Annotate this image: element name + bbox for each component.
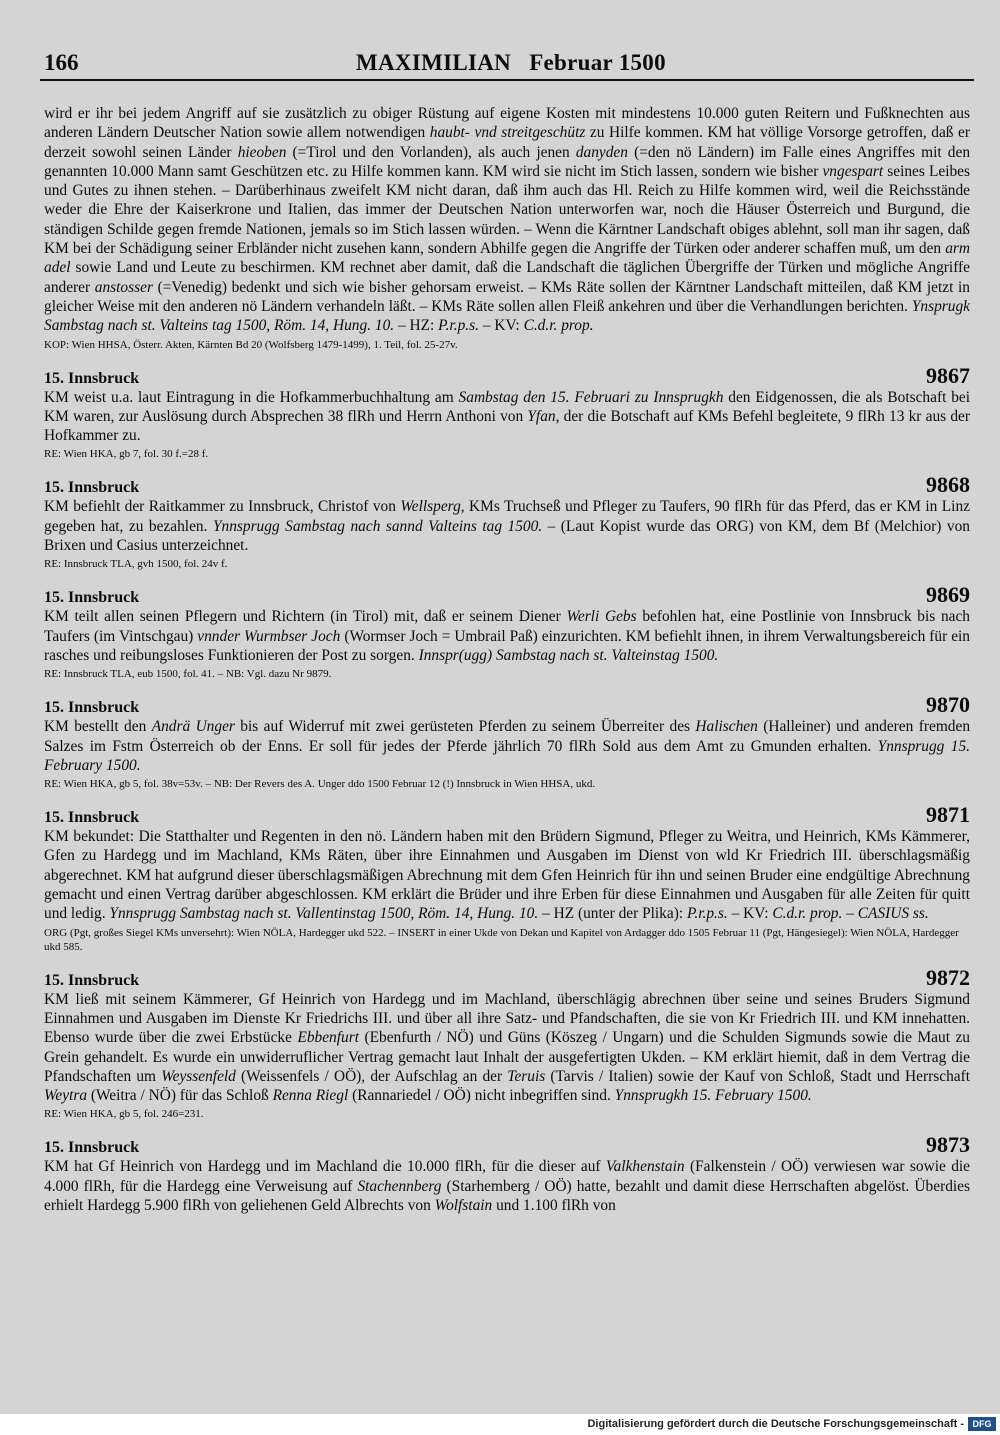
intro-text: wird er ihr bei jedem Angriff auf sie zusätzlich zu obiger Rüstung auf eigene Kosten mit mindestens 10.000 guten Reitern und Fußknechten aus anderen Ländern Deutscher Nation sowie allem notwendigen haubt- vnd streitgeschütz zu Hilfe kommen. KM hat völlige Vorsorge getroffen, daß er derzeit sowohl seinen Länder hieoben (=Tirol und den Vorlanden), als auch jenen danyden (=den nö Ländern) im Falle eines Angriffes mit den genannten 10.000 Mann samt Geschützen etc. zu Hilfe kommen kann. KM wird sie nicht im Stich lassen, sondern wie bisher vngespart seines Leibes und Gutes zu ihnen stehen. – Darüberhinaus zweifelt KM nicht daran, daß ihm auch das Hl. Reich zu Hilfe kommen wird, weil die Reichsstände weder die Ehre der Kaiserkrone und Italien, das immer der Deutschen Nation unterworfen war, noch die Häuser Österreich und Burgund, die ständigen Schilde gegen fremde Nationen, jemals so im Stich lassen würden. – Wenn die Kärntner Landschaft obiges ablehnt, soll man ihr sagen, daß KM bei der Schädigung seiner Erbländer nicht zusehen kann, sondern Abhilfe gegen die Angriffe der Türken oder anderer schaffen muß, um den arm adel sowie Land und Leute zu beschirmen. KM rechnet aber damit, daß die Landschaft die täglichen Übergriffe der Türken und mögliche Angriffe anderer anstosser (=Venedig) bedenkt und sich wie bisher gehorsam erweist. – KMs Räte sollen der Kärntner Landschaft mitteilen, daß KM jetzt in gleicher Weise mit den anderen nö Ländern verhandeln läßt. – KMs Räte sollen allen Fleiß ankehren und über die Verhandlungen berichten. Ynsprugk Sambstag nach st. Valteins tag 1500, Röm. 14, Hung. 10. – HZ: P.r.p.s. – KV: C.d.r. prop. xyxy=(44,105,971,335)
entries-list xyxy=(44,362,971,1216)
entry-source: ORG (Pgt, großes Siegel KMs unversehrt): Wien NÖLA, Hardegger ukd 522. – INSERT in einer Ukde von Dekan und Kapitel von Ardagger ddo 1505 Februar 11 (Pgt, Hängesiegel): Wien NÖLA, Hardegger ukd 585. xyxy=(44,926,959,953)
entry-header xyxy=(44,362,970,388)
entry-number: 9867 xyxy=(926,362,970,388)
entry-9873 xyxy=(44,1132,970,1215)
entry-text: KM weist u.a. laut Eintragung in die Hofkammerbuchhaltung am Sambstag den 15. Februari zu Innsprugkh den Eidgenossen, die als Botschaft bei KM waren, zur Auslösung durch Absprechen 38 flRh und Herrn Anthoni von Yfan, der die Botschaft auf KMs Befehl begleitete, 9 flRh 13 kr aus der Hofkammer zu. xyxy=(44,388,971,445)
entry-date: 15. Innsbruck xyxy=(44,589,140,607)
document-body xyxy=(44,104,970,1215)
entry-number: 9869 xyxy=(926,582,970,608)
entry-text: KM bestellt den Andrä Unger bis auf Widerruf mit zwei gerüsteten Pferden zu seinem Überreiter des Halischen (Halleiner) und anderen fremden Salzes im Fstm Österreich ob der Enns. Er soll für jedes der Pferde jährlich 70 flRh Sold aus dem Amt zu Gmunden erhalten. Ynnsprugg 15. February 1500. xyxy=(44,718,971,774)
entry-source: RE: Wien HKA, gb 5, fol. 246=231. xyxy=(44,1108,204,1121)
entry-9870 xyxy=(44,692,971,791)
entry-header xyxy=(44,802,970,828)
footer-credit: Digitalisierung gefördert durch die Deutsche Forschungsgemeinschaft - xyxy=(587,1418,964,1430)
entry-text: KM teilt allen seinen Pflegern und Richtern (in Tirol) mit, daß er seinem Diener Werli Gebs befohlen hat, eine Postlinie von Innsbruck bis nach Taufers (im Vintschgau) vnnder Wurmbser Joch (Wormser Joch = Umbrail Paß) einzurichten. KM befiehlt ihnen, in ihrem Verwaltungsbereich für ein rasches und reibungsloses Funktionieren der Post zu sorgen. Innspr(ugg) Sambstag nach st. Valteinstag 1500. xyxy=(44,608,970,664)
header-rule xyxy=(40,79,974,81)
dfg-logo: DFG xyxy=(968,1417,996,1431)
entry-header xyxy=(44,582,970,608)
entry-source: RE: Innsbruck TLA, gvh 1500, fol. 24v f. xyxy=(44,558,228,571)
footer-bar xyxy=(0,1414,1000,1435)
entry-9868 xyxy=(44,472,970,571)
entry-header xyxy=(44,964,970,990)
entry-text: KM hat Gf Heinrich von Hardegg und im Machland die 10.000 flRh, für die dieser auf Valkhenstain (Falkenstein / OÖ) verwiesen war sowie die 4.000 flRh, für die Hardegg eine Verweisung auf Stachennberg (Starhemberg / OÖ) hatte, bezahlt und damit diese Herrschaften abgelöst. Überdies erhielt Hardegg 5.900 flRh von geliehenen Geld Albrechts von Wolfstain und 1.100 flRh von xyxy=(44,1158,970,1214)
entry-source: RE: Innsbruck TLA, eub 1500, fol. 41. – NB: Vgl. dazu Nr 9879. xyxy=(44,668,332,681)
entry-date: 15. Innsbruck xyxy=(44,479,140,497)
intro-section xyxy=(44,104,970,352)
page-number: 166 xyxy=(44,50,79,75)
entry-date: 15. Innsbruck xyxy=(44,809,140,827)
entry-date: 15. Innsbruck xyxy=(44,971,140,989)
entry-date: 15. Innsbruck xyxy=(44,369,140,387)
entry-number: 9871 xyxy=(926,802,970,828)
intro-source: KOP: Wien HHSA, Österr. Akten, Kärnten Bd 20 (Wolfsberg 1479-1499), 1. Teil, fol. 25-27v. xyxy=(44,338,458,351)
entry-date: 15. Innsbruck xyxy=(44,1139,140,1157)
entry-text: KM ließ mit seinem Kämmerer, Gf Heinrich von Hardegg und im Machland, überschlägig abrechnen über seine und seines Bruders Sigmund Einnahmen und Ausgaben im Dienste Kr Friedrichs III. und über all ihre Satz- und Pfandschaften, die sie von Kr Friedrich III. und KM innehatten. Ebenso wurde über die zwei Erbstücke Ebbenfurt (Ebenfurth / NÖ) und Güns (Köszeg / Ungarn) und die Schulden Sigmunds sowie die Maut zu Grein gehandelt. Es wurde ein unwiderruflicher Vertrag gemacht laut Inhalt der ausgefertigten Ukden. – KM erklärt hiemit, daß in dem Vertrag die Pfandschaften um Weyssenfeld (Weissenfels / OÖ), der Aufschlag an der Teruis (Tarvis / Italien) sowie der Kauf von Schloß, Stadt und Herrschaft Weytra (Weitra / NÖ) für das Schloß Renna Riegl (Rannariedel / OÖ) nicht inbegriffen sind. Ynnsprugkh 15. February 1500. xyxy=(44,990,970,1105)
entry-text: KM befiehlt der Raitkammer zu Innsbruck, Christof von Wellsperg, KMs Truchseß und Pfleger zu Taufers, 90 flRh für das Pferd, das er KM in Linz gegeben hat, zu bezahlen. Ynnsprugg Sambstag nach sannd Valteins tag 1500. – (Laut Kopist wurde das ORG) von KM, dem Bf (Melchior) von Brixen und Casius unterzeichnet. xyxy=(44,498,970,555)
entry-number: 9872 xyxy=(926,964,970,990)
entry-9871 xyxy=(44,802,970,953)
entry-number: 9868 xyxy=(926,472,970,498)
entry-9872 xyxy=(44,964,970,1122)
page-header xyxy=(44,50,974,78)
running-head: MAXIMILIAN Februar 1500 xyxy=(356,50,666,75)
entry-9869 xyxy=(44,582,970,681)
entry-date: 15. Innsbruck xyxy=(44,699,140,717)
entry-number: 9870 xyxy=(926,692,970,718)
entry-header xyxy=(44,472,970,498)
entry-text: KM bekundet: Die Statthalter und Regenten in den nö. Ländern haben mit den Brüdern Sigmund, Pfleger zu Weitra, und Heinrich, KMs Kämmerer, Gfen zu Hardegg und im Machland, KMs Räten, über ihre Einnahmen und Ausgaben im Dienst von wld Kr Friedrich III. überschlagsmäßig abgerechnet. KM hat aufgrund dieser überschlagsmäßigen Abrechnung mit dem Gfen Heinrich für ihn und seinen Bruder eine endgültige Abrechnung gemacht und einen Vertrag darüber abgeschlossen. KM erklärt die Brüder und ihre Erben für diese Einnahmen und Ausgaben für alle Zeiten für quitt und ledig. Ynnsprugg Sambstag nach st. Vallentinstag 1500, Röm. 14, Hung. 10. – HZ (unter der Plika): P.r.p.s. – KV: C.d.r. prop. – CASIUS ss. xyxy=(44,828,970,923)
entry-header xyxy=(44,1132,970,1158)
entry-source: RE: Wien HKA, gb 7, fol. 30 f.=28 f. xyxy=(44,448,209,461)
entry-source: RE: Wien HKA, gb 5, fol. 38v=53v. – NB: Der Revers des A. Unger ddo 1500 Februar 12 (!) Innsbruck in Wien HHSA, ukd. xyxy=(44,778,596,791)
entry-9867 xyxy=(44,362,971,462)
entry-header xyxy=(44,692,970,718)
entry-number: 9873 xyxy=(926,1132,970,1158)
